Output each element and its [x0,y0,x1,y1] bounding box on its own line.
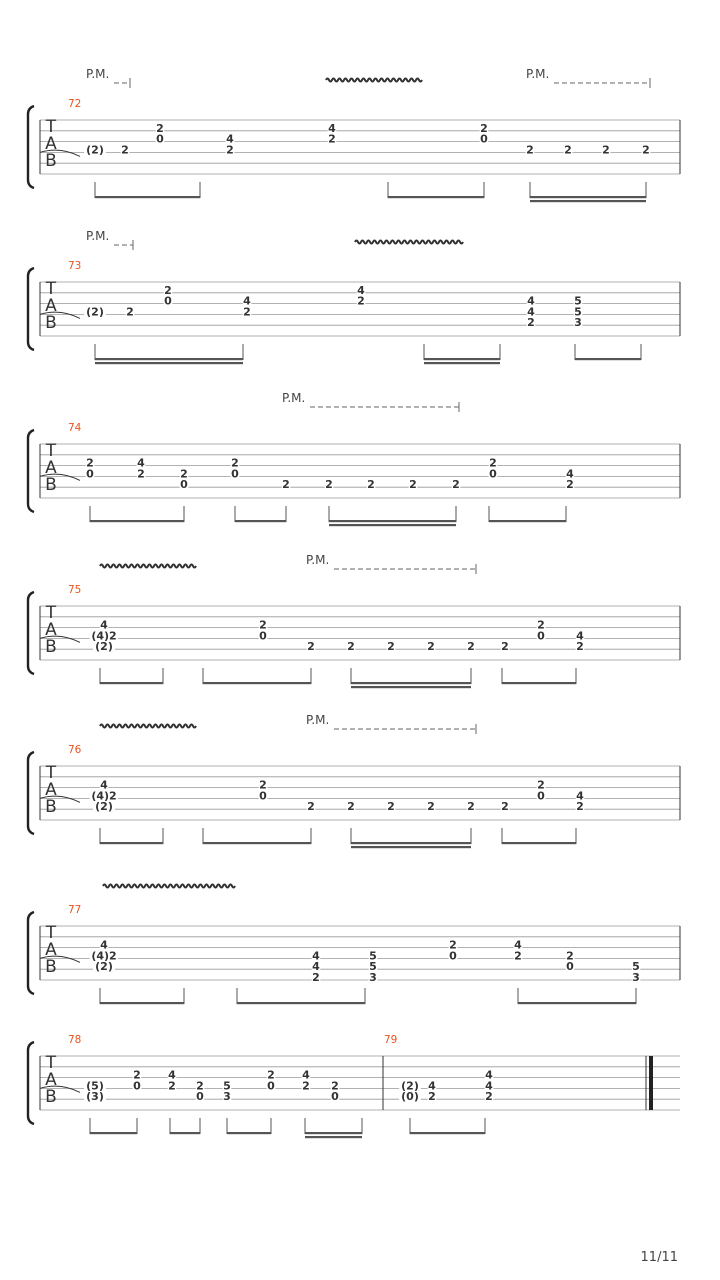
tab-clef-letter: T [45,923,57,943]
fret-number: 2 [602,143,610,157]
fret-number: 2 [180,467,188,481]
beam [203,682,311,684]
beam [227,1132,271,1134]
fret-number: 4 [485,1079,493,1093]
fret-number: 2 [427,800,435,814]
fret-number: 2 [259,778,267,792]
fret-number: 2 [564,143,572,157]
tab-clef-letter: B [45,151,57,171]
tab-system-2 [28,229,680,364]
fret-number: 2 [527,316,535,330]
beam [530,200,646,202]
beam [90,520,184,522]
fret-number: 2 [467,800,475,814]
tab-system-4 [28,553,680,688]
tab-clef-letter: B [45,475,57,495]
fret-number: 0 [489,467,497,481]
beam [489,520,566,522]
fret-number: 2 [164,283,172,297]
fret-number: 4 [514,938,522,952]
fret-number: 2 [126,305,134,319]
fret-number: 2 [387,640,395,654]
system-bracket [28,1042,34,1124]
beam [351,842,471,844]
fret-number: 2 [409,478,417,492]
beam [530,196,646,198]
fret-number: 5 [574,294,582,308]
measure-number: 77 [68,904,82,916]
tab-clef-letter: T [45,117,57,137]
beam [95,358,243,360]
fret-number: 4 [566,467,574,481]
palm-mute-label: P.M. [282,391,306,405]
system-bracket [28,752,34,834]
fret-number: 4 [100,778,108,792]
fret-number: 2 [121,143,129,157]
fret-number: 4 [100,938,108,952]
fret-number: (4)2 [91,789,117,803]
fret-number: 3 [632,971,640,984]
fret-number: 0 [331,1090,339,1104]
measure-number: 76 [68,744,82,756]
tab-system-6 [28,885,680,1005]
fret-number: 4 [357,283,365,297]
fret-number: 0 [164,294,172,308]
fret-number: 4 [226,132,234,146]
fret-number: 2 [259,618,267,632]
fret-number: (3) [86,1090,104,1104]
fret-number: 2 [642,143,650,157]
fret-number: 2 [514,949,522,963]
measure-number: 75 [68,584,82,596]
fret-number: 5 [632,960,640,974]
tab-system-1 [28,67,680,202]
fret-number: 0 [86,467,94,481]
fret-number: 0 [267,1079,275,1093]
fret-number: 0 [231,467,239,481]
measure-number: 73 [68,260,82,272]
system-bracket [28,912,34,994]
fret-number: 4 [243,294,251,308]
fret-number: 2 [480,121,488,135]
measure-number: 78 [68,1034,82,1046]
beam [329,520,456,522]
fret-number: 2 [282,478,290,492]
fret-number: 4 [168,1068,176,1082]
fret-number: (4)2 [91,629,117,643]
fret-number: 2 [501,800,509,814]
fret-number: 2 [325,478,333,492]
fret-number: 2 [196,1079,204,1093]
fret-number: 0 [180,478,188,492]
fret-number: 2 [243,305,251,319]
tab-system-5 [28,713,680,848]
tab-clef-letter: T [45,763,57,783]
beam [351,682,471,684]
fret-number: 2 [267,1068,275,1082]
fret-number: (2) [86,143,104,157]
fret-number: 2 [537,618,545,632]
fret-number: 2 [357,294,365,308]
beam [575,358,641,360]
palm-mute-label: P.M. [86,67,110,81]
fret-number: (2) [95,800,113,814]
beam [518,1002,636,1004]
fret-number: 0 [449,949,457,963]
beam [502,682,576,684]
tab-clef-letter: A [45,620,57,640]
fret-number: 2 [576,800,584,814]
fret-number: 0 [537,629,545,643]
beam [388,196,484,198]
beam [95,362,243,364]
fret-number: 4 [576,789,584,803]
system-bracket [28,430,34,512]
vibrato-mark [100,725,196,728]
fret-number: 2 [576,640,584,654]
vibrato-mark [326,79,422,82]
palm-mute-label: P.M. [526,67,550,81]
fret-number: 0 [196,1090,204,1104]
fret-number: 2 [137,467,145,481]
fret-number: 2 [226,143,234,157]
fret-number: 2 [347,800,355,814]
fret-number: 2 [133,1068,141,1082]
fret-number: 2 [467,640,475,654]
fret-number: 2 [302,1079,310,1093]
vibrato-mark [103,885,235,888]
measure-number: 74 [68,422,82,434]
tab-clef-letter: A [45,780,57,800]
fret-number: 4 [312,949,320,963]
fret-number: 5 [574,305,582,319]
fret-number: (2) [95,640,113,654]
fret-number: (2) [401,1079,419,1093]
beam [305,1132,362,1134]
fret-number: 2 [449,938,457,952]
system-bracket [28,106,34,188]
system-bracket [28,592,34,674]
fret-number: 4 [527,305,535,319]
fret-number: 4 [485,1068,493,1082]
fret-number: 4 [302,1068,310,1082]
tab-clef-letter: T [45,603,57,623]
tab-clef-letter: A [45,134,57,154]
tab-clef-letter: A [45,1070,57,1090]
beam [424,362,500,364]
beam [100,842,163,844]
fret-number: 0 [480,132,488,146]
fret-number: 2 [566,478,574,492]
fret-number: 5 [223,1079,231,1093]
fret-number: 2 [501,640,509,654]
fret-number: 2 [168,1079,176,1093]
fret-number: 0 [156,132,164,146]
fret-number: 4 [137,456,145,470]
fret-number: 2 [489,456,497,470]
beam [203,842,311,844]
beam [410,1132,485,1134]
palm-mute-label: P.M. [306,553,330,567]
beam [95,196,200,198]
fret-number: 2 [156,121,164,135]
fret-number: 3 [574,316,582,330]
tab-clef-letter: A [45,458,57,478]
tab-clef-letter: B [45,957,57,977]
fret-number: 4 [328,121,336,135]
fret-number: 2 [86,456,94,470]
fret-number: 3 [223,1090,231,1104]
fret-number: (2) [95,960,113,974]
page-number: 11/11 [640,1250,678,1265]
beam [100,1002,184,1004]
fret-number: 4 [527,294,535,308]
beam [90,1132,137,1134]
fret-number: 4 [100,618,108,632]
fret-number: (5) [86,1079,104,1093]
fret-number: 2 [367,478,375,492]
tab-clef-letter: B [45,637,57,657]
fret-number: 0 [259,629,267,643]
tab-system-7 [28,1034,680,1138]
fret-number: 2 [307,800,315,814]
beam [235,520,286,522]
fret-number: 2 [331,1079,339,1093]
beam [329,524,456,526]
fret-number: 0 [259,789,267,803]
tab-clef-letter: T [45,441,57,461]
fret-number: 2 [428,1090,436,1104]
beam [237,1002,365,1004]
fret-number: 0 [133,1079,141,1093]
system-bracket [28,268,34,350]
fret-number: 5 [369,960,377,974]
fret-number: 3 [369,971,377,984]
fret-number: 2 [537,778,545,792]
beam [502,842,576,844]
fret-number: 2 [452,478,460,492]
fret-number: 4 [312,960,320,974]
fret-number: 2 [566,949,574,963]
palm-mute-label: P.M. [306,713,330,727]
beam [424,358,500,360]
fret-number: 2 [347,640,355,654]
fret-number: (0) [401,1090,419,1104]
vibrato-mark [355,241,463,244]
fret-number: 4 [576,629,584,643]
tab-clef-letter: T [45,279,57,299]
fret-number: 2 [427,640,435,654]
fret-number: 5 [369,949,377,963]
fret-number: 2 [387,800,395,814]
beam [305,1136,362,1138]
fret-number: 4 [428,1079,436,1093]
fret-number: 2 [485,1090,493,1104]
vibrato-mark [100,565,196,568]
fret-number: 2 [312,971,320,984]
final-barline-thick [649,1056,653,1110]
tab-clef-letter: B [45,797,57,817]
fret-number: (2) [86,305,104,319]
tab-clef-letter: T [45,1053,57,1073]
tab-clef-letter: B [45,1087,57,1107]
tab-clef-letter: B [45,313,57,333]
beam [351,686,471,688]
tab-system-3 [28,391,680,526]
palm-mute-label: P.M. [86,229,110,243]
beam [170,1132,200,1134]
measure-number: 72 [68,98,82,110]
fret-number: 2 [526,143,534,157]
measure-number: 79 [384,1034,398,1046]
fret-number: (4)2 [91,949,117,963]
beam [351,846,471,848]
tab-clef-letter: A [45,940,57,960]
tab-clef-letter: A [45,296,57,316]
fret-number: 2 [328,132,336,146]
fret-number: 0 [566,960,574,974]
beam [100,682,163,684]
fret-number: 2 [231,456,239,470]
fret-number: 2 [307,640,315,654]
fret-number: 0 [537,789,545,803]
